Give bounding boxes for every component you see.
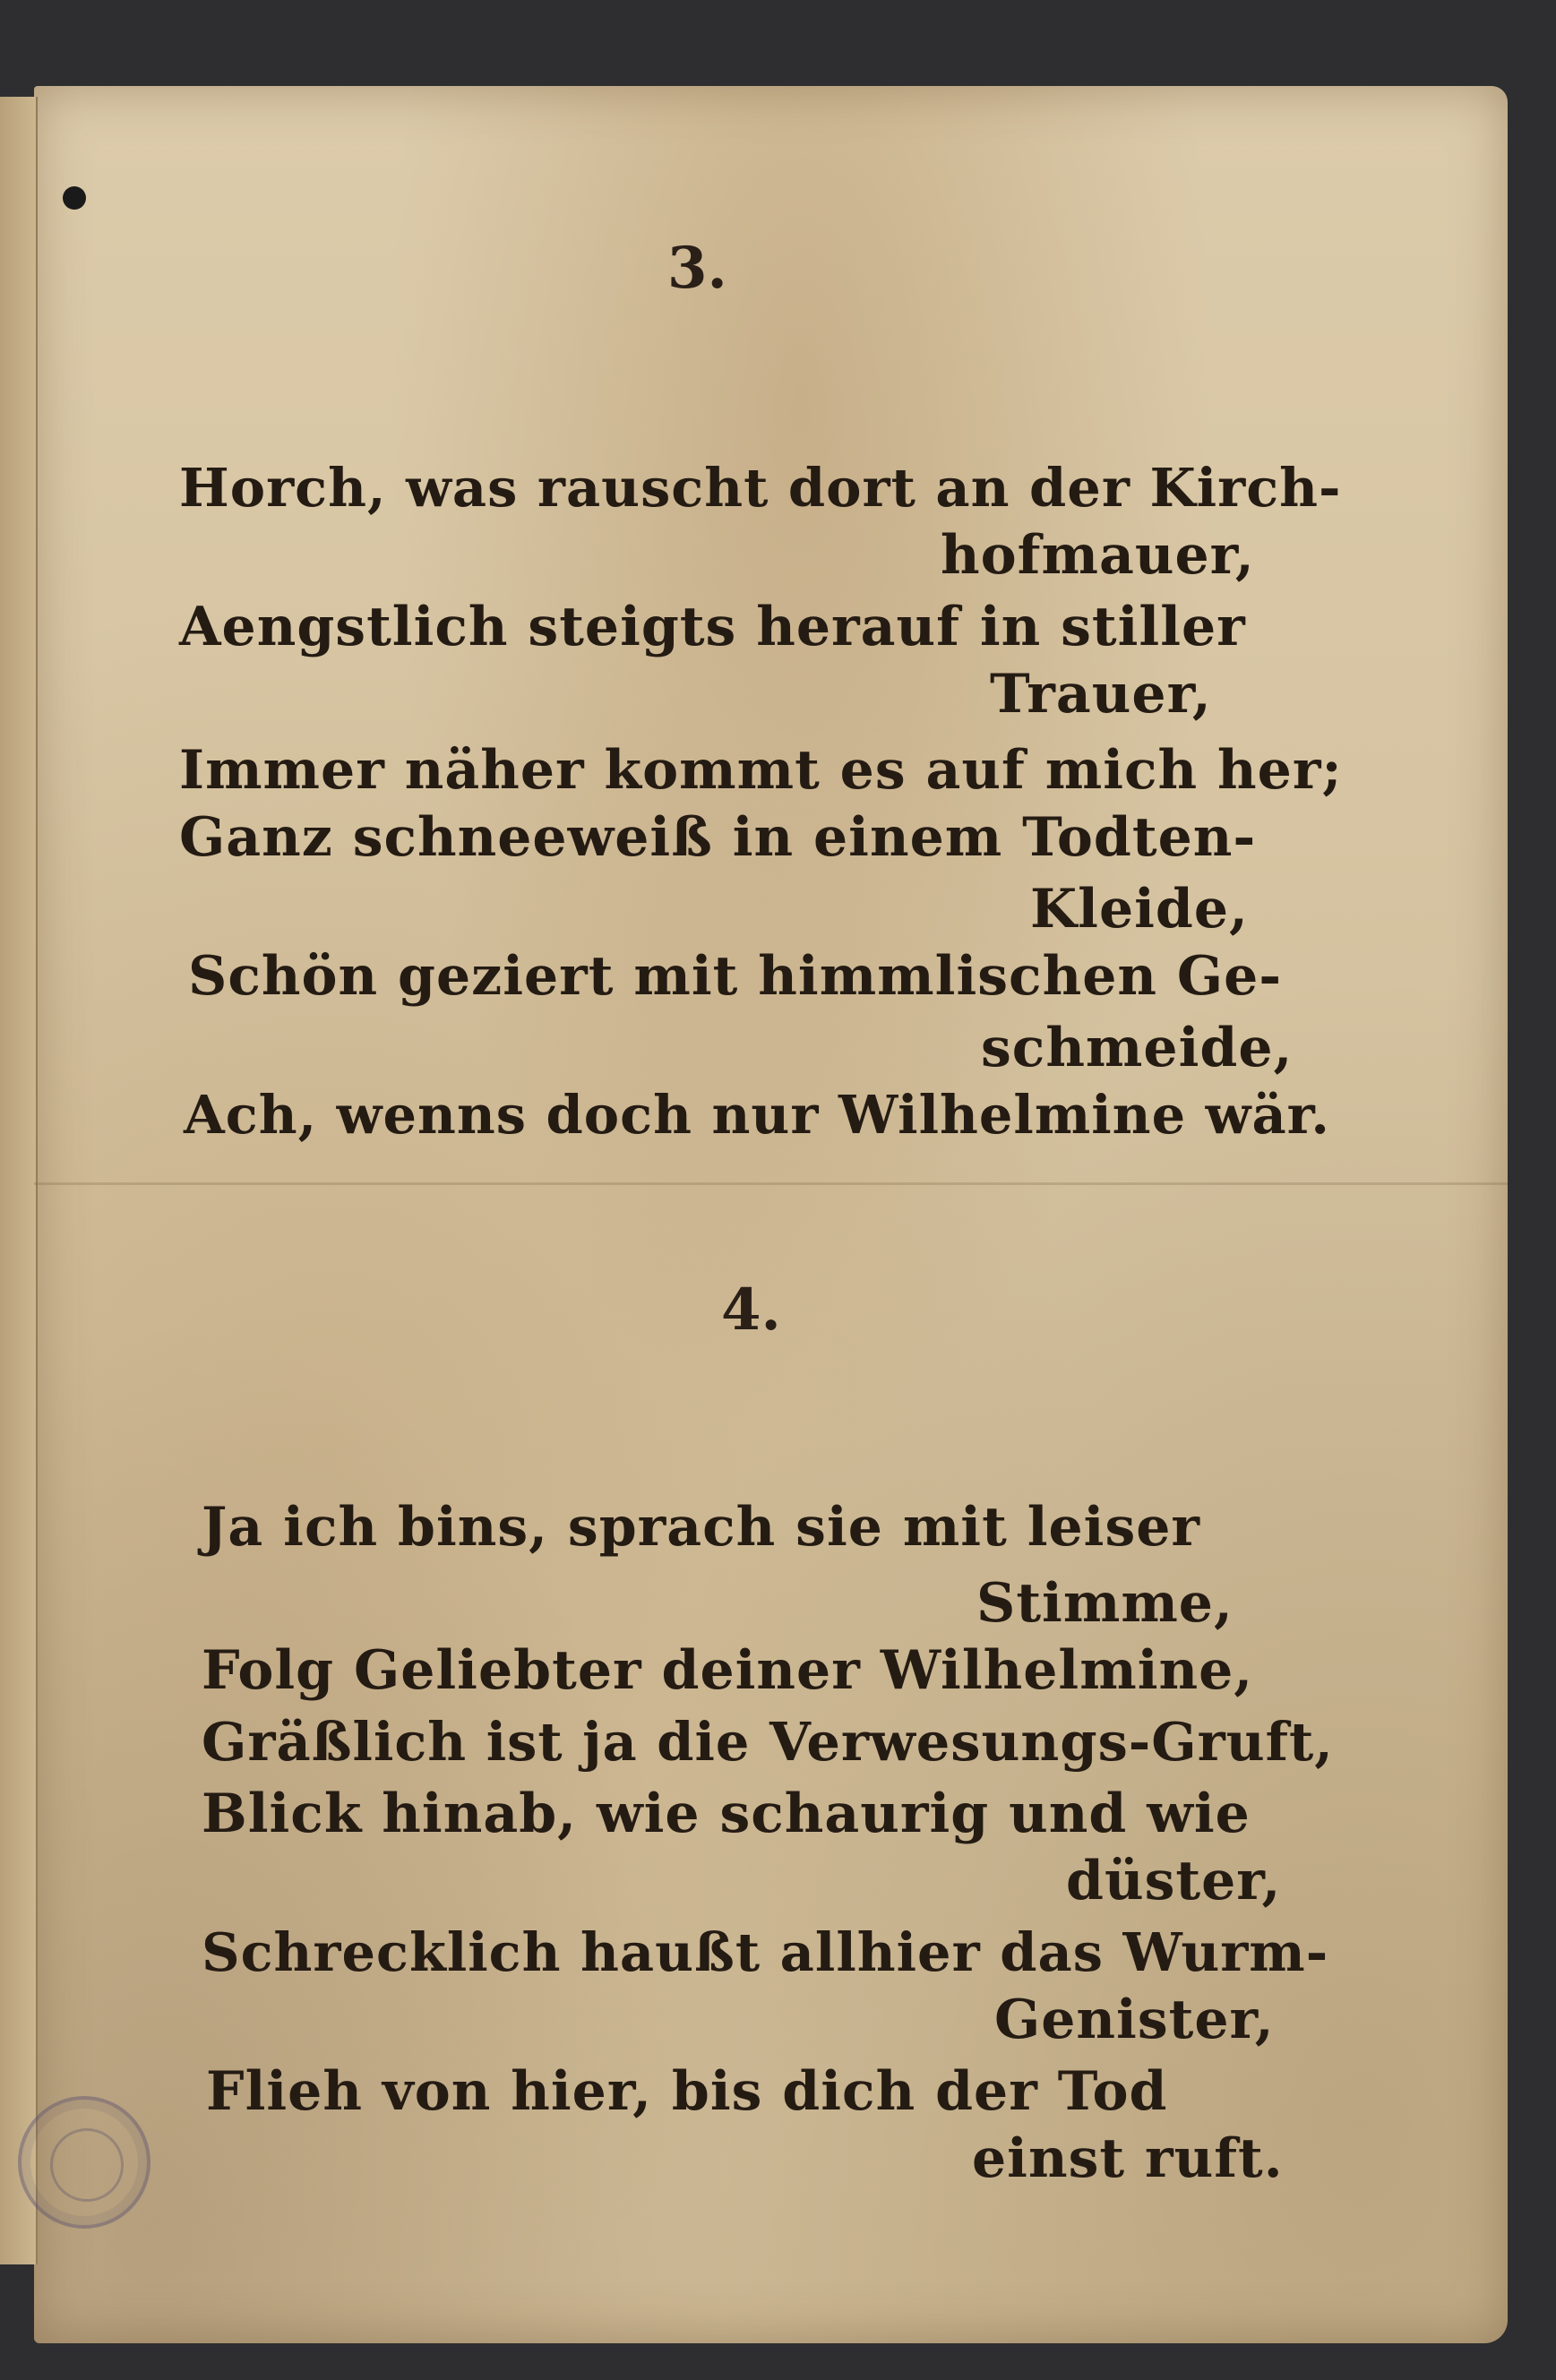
stanza-4-line-8: Genister, (994, 1989, 1275, 2051)
stanza-3-line-4: Trauer, (990, 663, 1212, 726)
stanza-4-line-4: Gräßlich ist ja die Verwesungs-Gruft, (202, 1711, 1334, 1773)
document-page (34, 86, 1508, 2343)
stanza-3-line-1: Horch, was rauscht dort an der Kirch- (179, 457, 1342, 519)
stanza-4-line-2: Stimme, (976, 1572, 1234, 1635)
stanza-3-line-2: hofmauer, (941, 524, 1255, 587)
page-fold-line (34, 1182, 1508, 1185)
stanza-4-line-5: Blick hinab, wie schaurig und wie (202, 1783, 1251, 1845)
stanza-3-line-10: Ach, wenns doch nur Wilhelmine wär. (184, 1084, 1330, 1146)
stanza-4-line-9: Flieh von hier, bis dich der Tod (206, 2060, 1168, 2123)
stanza-3-line-6: Ganz schneeweiß in einem Todten- (179, 806, 1257, 869)
stanza-3-line-5: Immer näher kommt es auf mich her; (179, 739, 1343, 802)
stanza-4-line-6: düster, (1066, 1850, 1282, 1912)
page-hole (63, 186, 86, 210)
stanza-4-number: 4. (721, 1276, 781, 1344)
stanza-3-number: 3. (667, 235, 727, 302)
stanza-3-line-3: Aengstlich steigts herauf in stiller (179, 596, 1246, 658)
stanza-3-line-7: Kleide, (1030, 878, 1249, 941)
stanza-4-line-7: Schrecklich haußt allhier das Wurm- (202, 1921, 1329, 1983)
previous-page-edge (0, 97, 38, 2264)
stanza-4-line-1: Ja ich bins, sprach sie mit leiser (202, 1496, 1201, 1559)
stanza-4-line-3: Folg Geliebter deiner Wilhelmine, (202, 1639, 1254, 1702)
library-stamp-inner-ring (50, 2128, 124, 2202)
library-stamp (18, 2096, 150, 2229)
stanza-3-line-8: Schön geziert mit himmlischen Ge- (188, 945, 1283, 1008)
stanza-4-line-10: einst ruft. (972, 2127, 1284, 2190)
stanza-3-line-9: schmeide, (981, 1017, 1294, 1079)
